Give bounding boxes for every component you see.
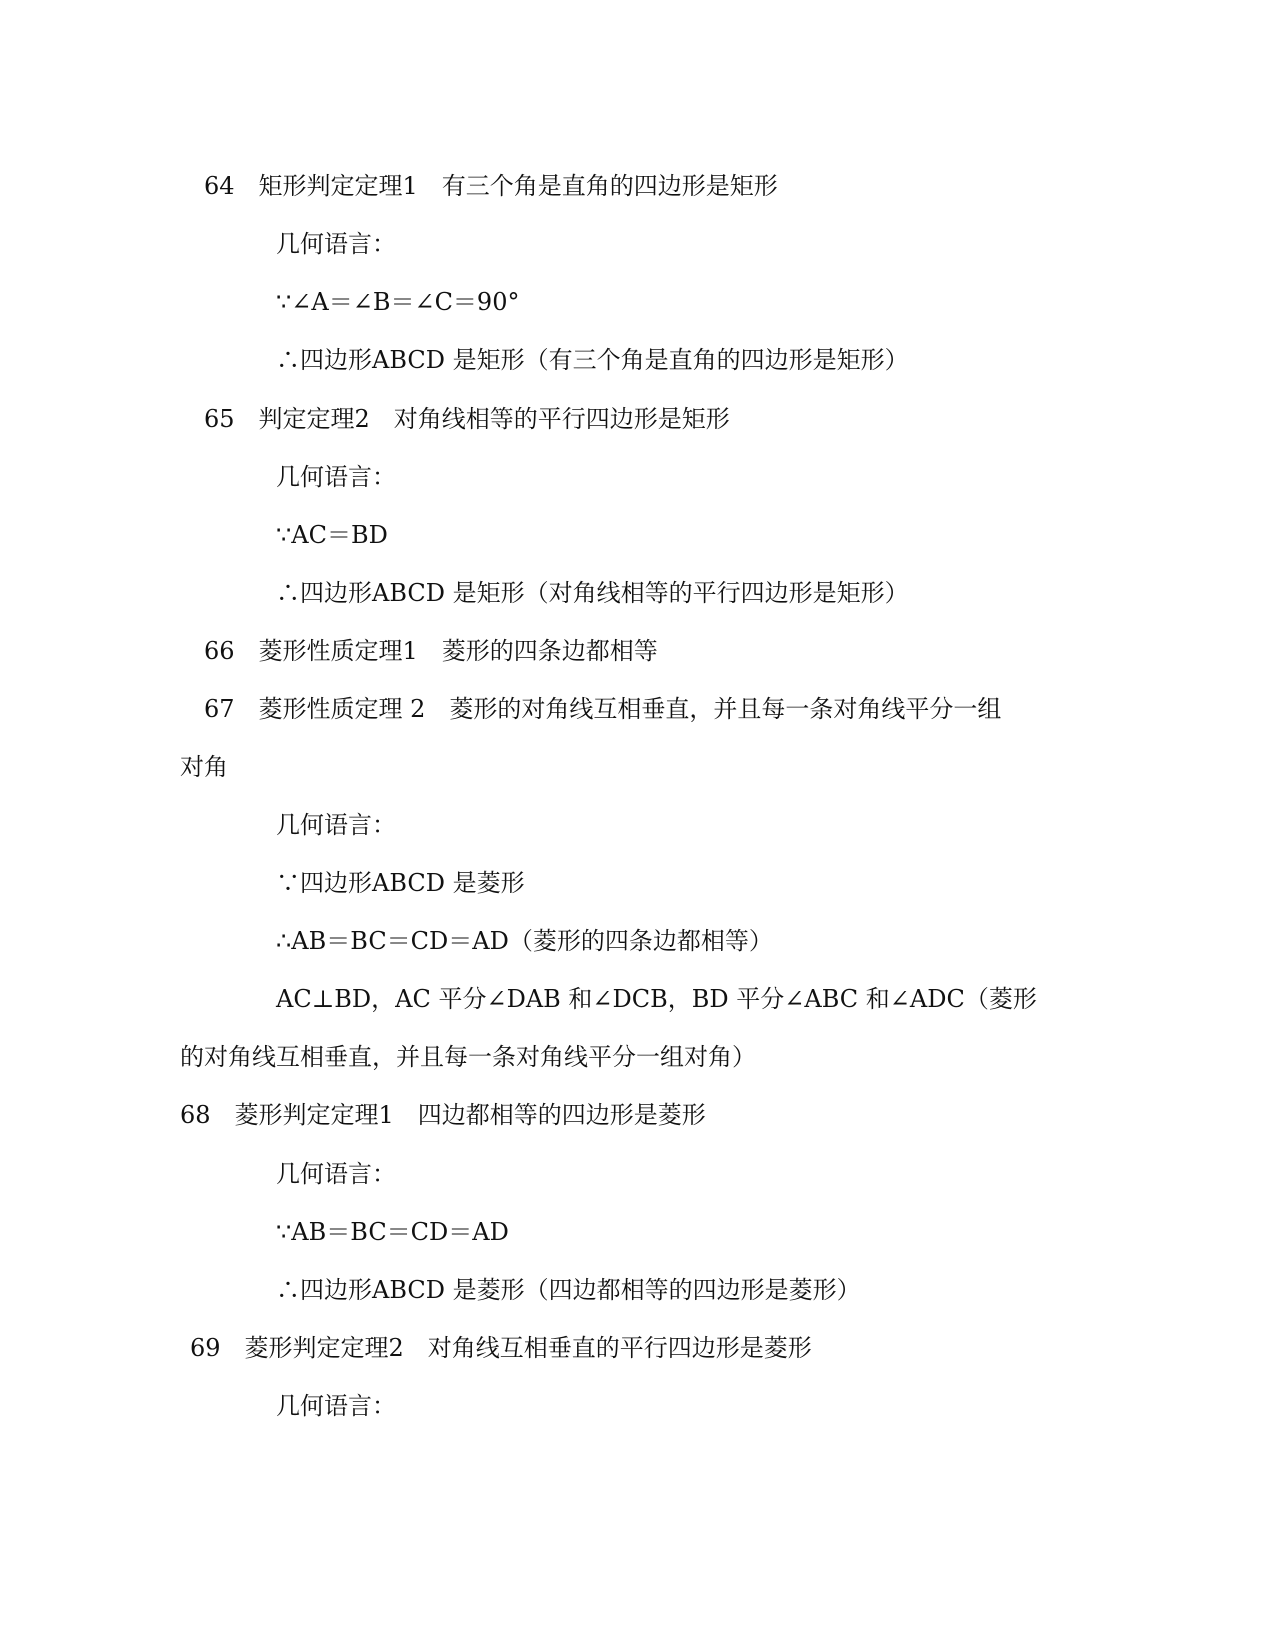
proof-conclusion-line: AC⊥BD，AC 平分∠DAB 和∠DCB，BD 平分∠ABC 和∠ADC（菱形 (276, 985, 1037, 1013)
proof-given-line: ∵四边形ABCD 是菱形 (276, 869, 525, 897)
theorem-66-heading: 66 菱形性质定理1 菱形的四条边都相等 (204, 637, 658, 665)
theorem-67-heading: 67 菱形性质定理 2 菱形的对角线互相垂直，并且每一条对角线平分一组 (204, 695, 1002, 723)
geometry-language-label: 几何语言： (276, 1160, 396, 1188)
theorem-67-heading-continued: 对角 (180, 753, 228, 781)
theorem-68-heading: 68 菱形判定定理1 四边都相等的四边形是菱形 (180, 1101, 706, 1129)
proof-given-line: ∵AB＝BC＝CD＝AD (276, 1218, 509, 1246)
geometry-language-label: 几何语言： (276, 463, 396, 491)
proof-conclusion-line-continued: 的对角线互相垂直，并且每一条对角线平分一组对角） (180, 1043, 756, 1071)
proof-conclusion-line: ∴四边形ABCD 是矩形（对角线相等的平行四边形是矩形） (276, 579, 909, 607)
geometry-language-label: 几何语言： (276, 811, 396, 839)
proof-conclusion-line: ∴AB＝BC＝CD＝AD（菱形的四条边都相等） (276, 927, 773, 955)
proof-given-line: ∵AC＝BD (276, 521, 388, 549)
proof-given-line: ∵∠A＝∠B＝∠C＝90° (276, 288, 520, 316)
proof-conclusion-line: ∴四边形ABCD 是菱形（四边都相等的四边形是菱形） (276, 1276, 861, 1304)
proof-conclusion-line: ∴四边形ABCD 是矩形（有三个角是直角的四边形是矩形） (276, 346, 909, 374)
theorem-65-heading: 65 判定定理2 对角线相等的平行四边形是矩形 (204, 405, 730, 433)
theorem-64-heading: 64 矩形判定定理1 有三个角是直角的四边形是矩形 (204, 172, 778, 200)
geometry-language-label: 几何语言： (276, 230, 396, 258)
geometry-language-label: 几何语言： (276, 1392, 396, 1420)
theorem-69-heading: 69 菱形判定定理2 对角线互相垂直的平行四边形是菱形 (190, 1334, 812, 1362)
